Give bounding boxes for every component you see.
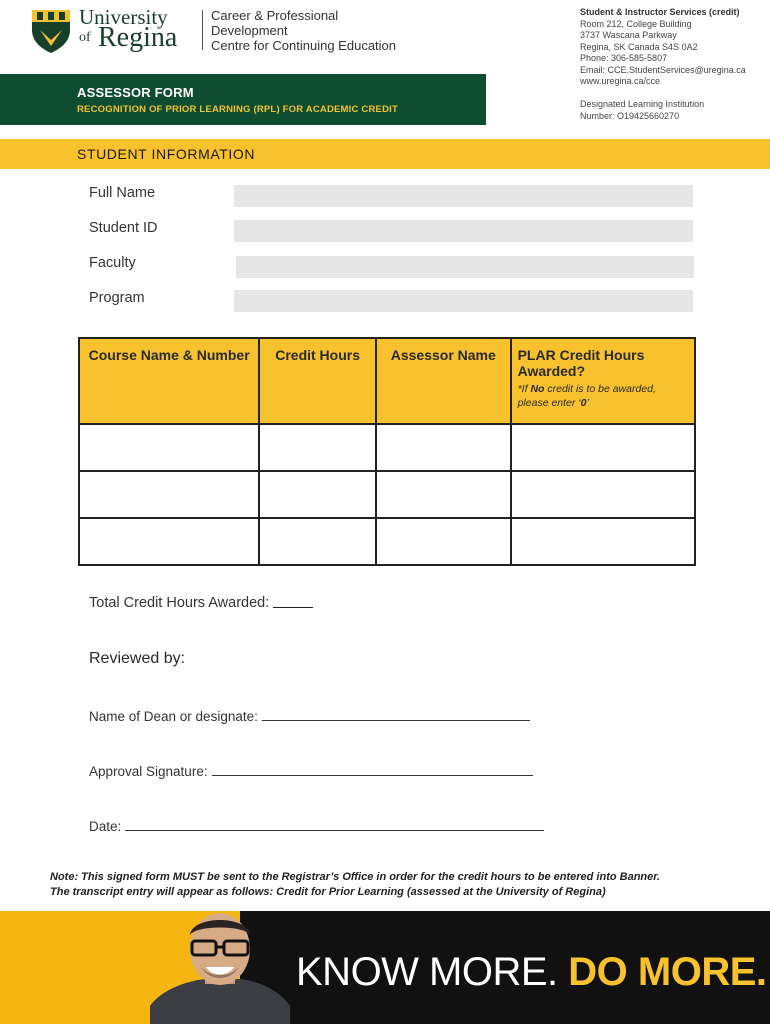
contact-title: Student & Instructor Services (credit) <box>580 7 740 17</box>
department-name <box>211 8 396 53</box>
dean-name-row <box>89 709 530 724</box>
credit-hours-cell[interactable] <box>259 424 376 471</box>
table-header-row <box>79 338 695 424</box>
course-name-cell[interactable] <box>79 518 259 565</box>
credit-hours-header: Credit Hours <box>259 338 376 424</box>
table-row <box>79 518 695 565</box>
date-field[interactable] <box>125 830 544 831</box>
full-name-field[interactable] <box>234 185 693 207</box>
approval-signature-field[interactable] <box>212 775 533 776</box>
dean-name-field[interactable] <box>262 720 530 721</box>
note-bold: No <box>530 383 545 395</box>
plar-credit-cell[interactable] <box>511 518 695 565</box>
total-credit-hours <box>89 595 313 611</box>
contact-line: 3737 Wascana Parkway <box>580 30 677 40</box>
footer-tagline <box>296 950 767 995</box>
dli-line: Number: O19425660270 <box>580 110 680 121</box>
approval-signature-row <box>89 764 533 779</box>
department-line: Development <box>211 23 288 38</box>
university-crest-logo <box>30 8 72 54</box>
date-label: Date: <box>89 819 122 834</box>
contact-info <box>580 7 746 88</box>
credit-hours-cell[interactable] <box>259 518 376 565</box>
university-wordmark-of: of <box>79 30 91 45</box>
student-id-field[interactable] <box>234 220 693 242</box>
contact-line: Regina, SK Canada S4S 0A2 <box>580 41 698 52</box>
note-middle: credit is to be awarded, please enter ‘ <box>517 383 656 409</box>
submission-note <box>50 870 660 900</box>
plar-credit-cell[interactable] <box>511 471 695 518</box>
note-suffix: ’ <box>586 397 589 409</box>
smiling-person-photo <box>150 911 290 1024</box>
reviewed-by-heading: Reviewed by: <box>89 650 186 667</box>
dli-info <box>580 99 704 122</box>
contact-line: Phone: 306-585-5807 <box>580 53 668 63</box>
assessor-name-cell[interactable] <box>376 471 511 518</box>
university-wordmark-line2: Regina <box>98 22 178 53</box>
assessor-name-cell[interactable] <box>376 424 511 471</box>
faculty-field[interactable] <box>236 256 694 278</box>
program-field[interactable] <box>234 290 693 312</box>
plar-credit-header <box>511 338 695 424</box>
plar-credit-header-label: PLAR Credit Hours Awarded? <box>517 347 645 379</box>
form-banner <box>0 74 486 125</box>
credit-hours-cell[interactable] <box>259 471 376 518</box>
plar-credit-cell[interactable] <box>511 424 695 471</box>
date-row <box>89 819 544 834</box>
table-row <box>79 424 695 471</box>
university-wordmark-line1: University <box>79 5 168 29</box>
total-credit-hours-field[interactable] <box>273 607 313 608</box>
table-row <box>79 471 695 518</box>
dean-name-label: Name of Dean or designate: <box>89 709 258 724</box>
course-credit-table <box>78 337 696 566</box>
contact-line: Email: CCE.StudentServices@uregina.ca <box>580 64 746 75</box>
course-name-cell[interactable] <box>79 471 259 518</box>
form-title: ASSESSOR FORM <box>77 85 194 100</box>
submission-note-line: Note: This signed form MUST be sent to the Registrar’s Office in order for the credit hours to be entered into Banner. <box>50 871 660 883</box>
tagline-know-more: KNOW MORE. <box>296 950 558 994</box>
course-name-header: Course Name & Number <box>79 338 259 424</box>
program-label: Program <box>89 290 145 306</box>
section-title: STUDENT INFORMATION <box>77 146 256 162</box>
approval-signature-label: Approval Signature: <box>89 764 208 779</box>
full-name-label: Full Name <box>89 185 156 201</box>
tagline-do-more: DO MORE. <box>568 950 767 994</box>
note-prefix: *If <box>517 383 531 395</box>
student-id-label: Student ID <box>89 220 158 236</box>
plar-credit-header-note <box>518 382 688 410</box>
course-name-cell[interactable] <box>79 424 259 471</box>
contact-line: www.uregina.ca/cce <box>580 76 661 86</box>
department-line: Career & Professional <box>211 8 339 23</box>
form-subtitle: RECOGNITION OF PRIOR LEARNING (RPL) FOR ACADEMIC CREDIT <box>77 104 398 115</box>
assessor-name-header: Assessor Name <box>376 338 511 424</box>
header-divider <box>202 10 203 50</box>
note-bold-value: 0 <box>580 397 587 409</box>
dli-line: Designated Learning Institution <box>580 99 705 109</box>
contact-line: Room 212, College Building <box>580 18 692 29</box>
department-line: Centre for Continuing Education <box>211 38 397 53</box>
submission-note-line: The transcript entry will appear as follows: Credit for Prior Learning (assessed at the University of Regina) <box>50 886 606 898</box>
faculty-label: Faculty <box>89 255 136 271</box>
assessor-name-cell[interactable] <box>376 518 511 565</box>
total-credit-hours-label: Total Credit Hours Awarded: <box>89 595 270 611</box>
